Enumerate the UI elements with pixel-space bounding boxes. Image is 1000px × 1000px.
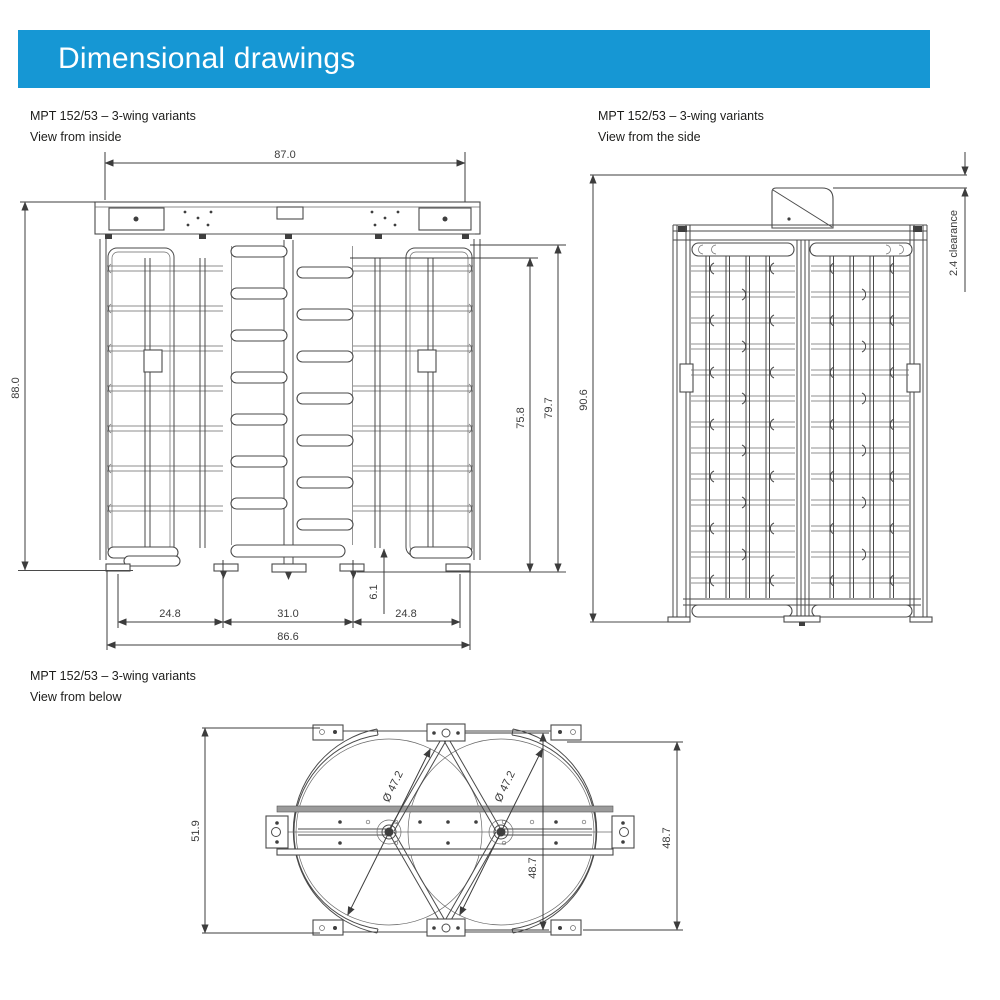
dim-label-base-width: 86.6 bbox=[277, 631, 299, 643]
caption-view: View from inside bbox=[30, 130, 122, 144]
guide-arc-right bbox=[512, 729, 597, 933]
caption-view: View from the side bbox=[598, 130, 701, 144]
drawing-view-from-below bbox=[150, 710, 710, 960]
section-banner bbox=[18, 30, 930, 88]
caption-view: View from below bbox=[30, 690, 122, 704]
caption-title: MPT 152/53 – 3-wing variants bbox=[30, 669, 196, 683]
dim-label-lane-center: 31.0 bbox=[277, 608, 299, 620]
rotor-wings bbox=[298, 736, 592, 927]
dim-label-floor-gap: 6.1 bbox=[368, 584, 380, 600]
dim-label-clearance: 2.4 clearance bbox=[948, 209, 960, 277]
rotor-column bbox=[231, 240, 353, 566]
dim-label-rotor-height: 75.8 bbox=[515, 407, 527, 429]
caption-view-below bbox=[30, 666, 196, 708]
dim-label-overall-depth: 51.9 bbox=[190, 820, 202, 842]
grille-left-half bbox=[691, 262, 795, 592]
grille-right-half bbox=[811, 262, 909, 592]
dim-label-side-height: 79.7 bbox=[543, 397, 555, 419]
caption-view-side bbox=[598, 106, 764, 148]
dim-label-inner-depth: 48.7 bbox=[527, 857, 539, 879]
dim-label-overall-height: 88.0 bbox=[10, 377, 22, 399]
beam-hanger-squares bbox=[105, 234, 469, 239]
guide-tube-frame-right bbox=[406, 248, 472, 556]
drawing-view-from-inside bbox=[0, 148, 580, 660]
mounting-plates bbox=[266, 724, 634, 936]
drawing-view-from-side bbox=[580, 148, 1000, 660]
dim-label-lane-left: 24.8 bbox=[159, 608, 181, 620]
dim-label-overall-height-side: 90.6 bbox=[578, 389, 590, 411]
drive-housing bbox=[772, 188, 833, 228]
dim-label-overall-width: 87.0 bbox=[274, 149, 296, 161]
caption-title: MPT 152/53 – 3-wing variants bbox=[30, 109, 196, 123]
caption-title: MPT 152/53 – 3-wing variants bbox=[598, 109, 764, 123]
dim-label-rotor-diameter-right: Ø 47.2 bbox=[492, 769, 518, 805]
bolt-dots bbox=[338, 820, 586, 845]
guide-tube-frame-left bbox=[108, 248, 174, 556]
section-title: Dimensional drawings bbox=[58, 42, 356, 75]
guide-arc-left bbox=[293, 729, 378, 933]
caption-view-inside bbox=[30, 106, 196, 148]
dim-label-outer-depth: 48.7 bbox=[661, 827, 673, 849]
dim-label-rotor-diameter-left: Ø 47.2 bbox=[380, 769, 406, 805]
dim-label-lane-right: 24.8 bbox=[395, 608, 417, 620]
